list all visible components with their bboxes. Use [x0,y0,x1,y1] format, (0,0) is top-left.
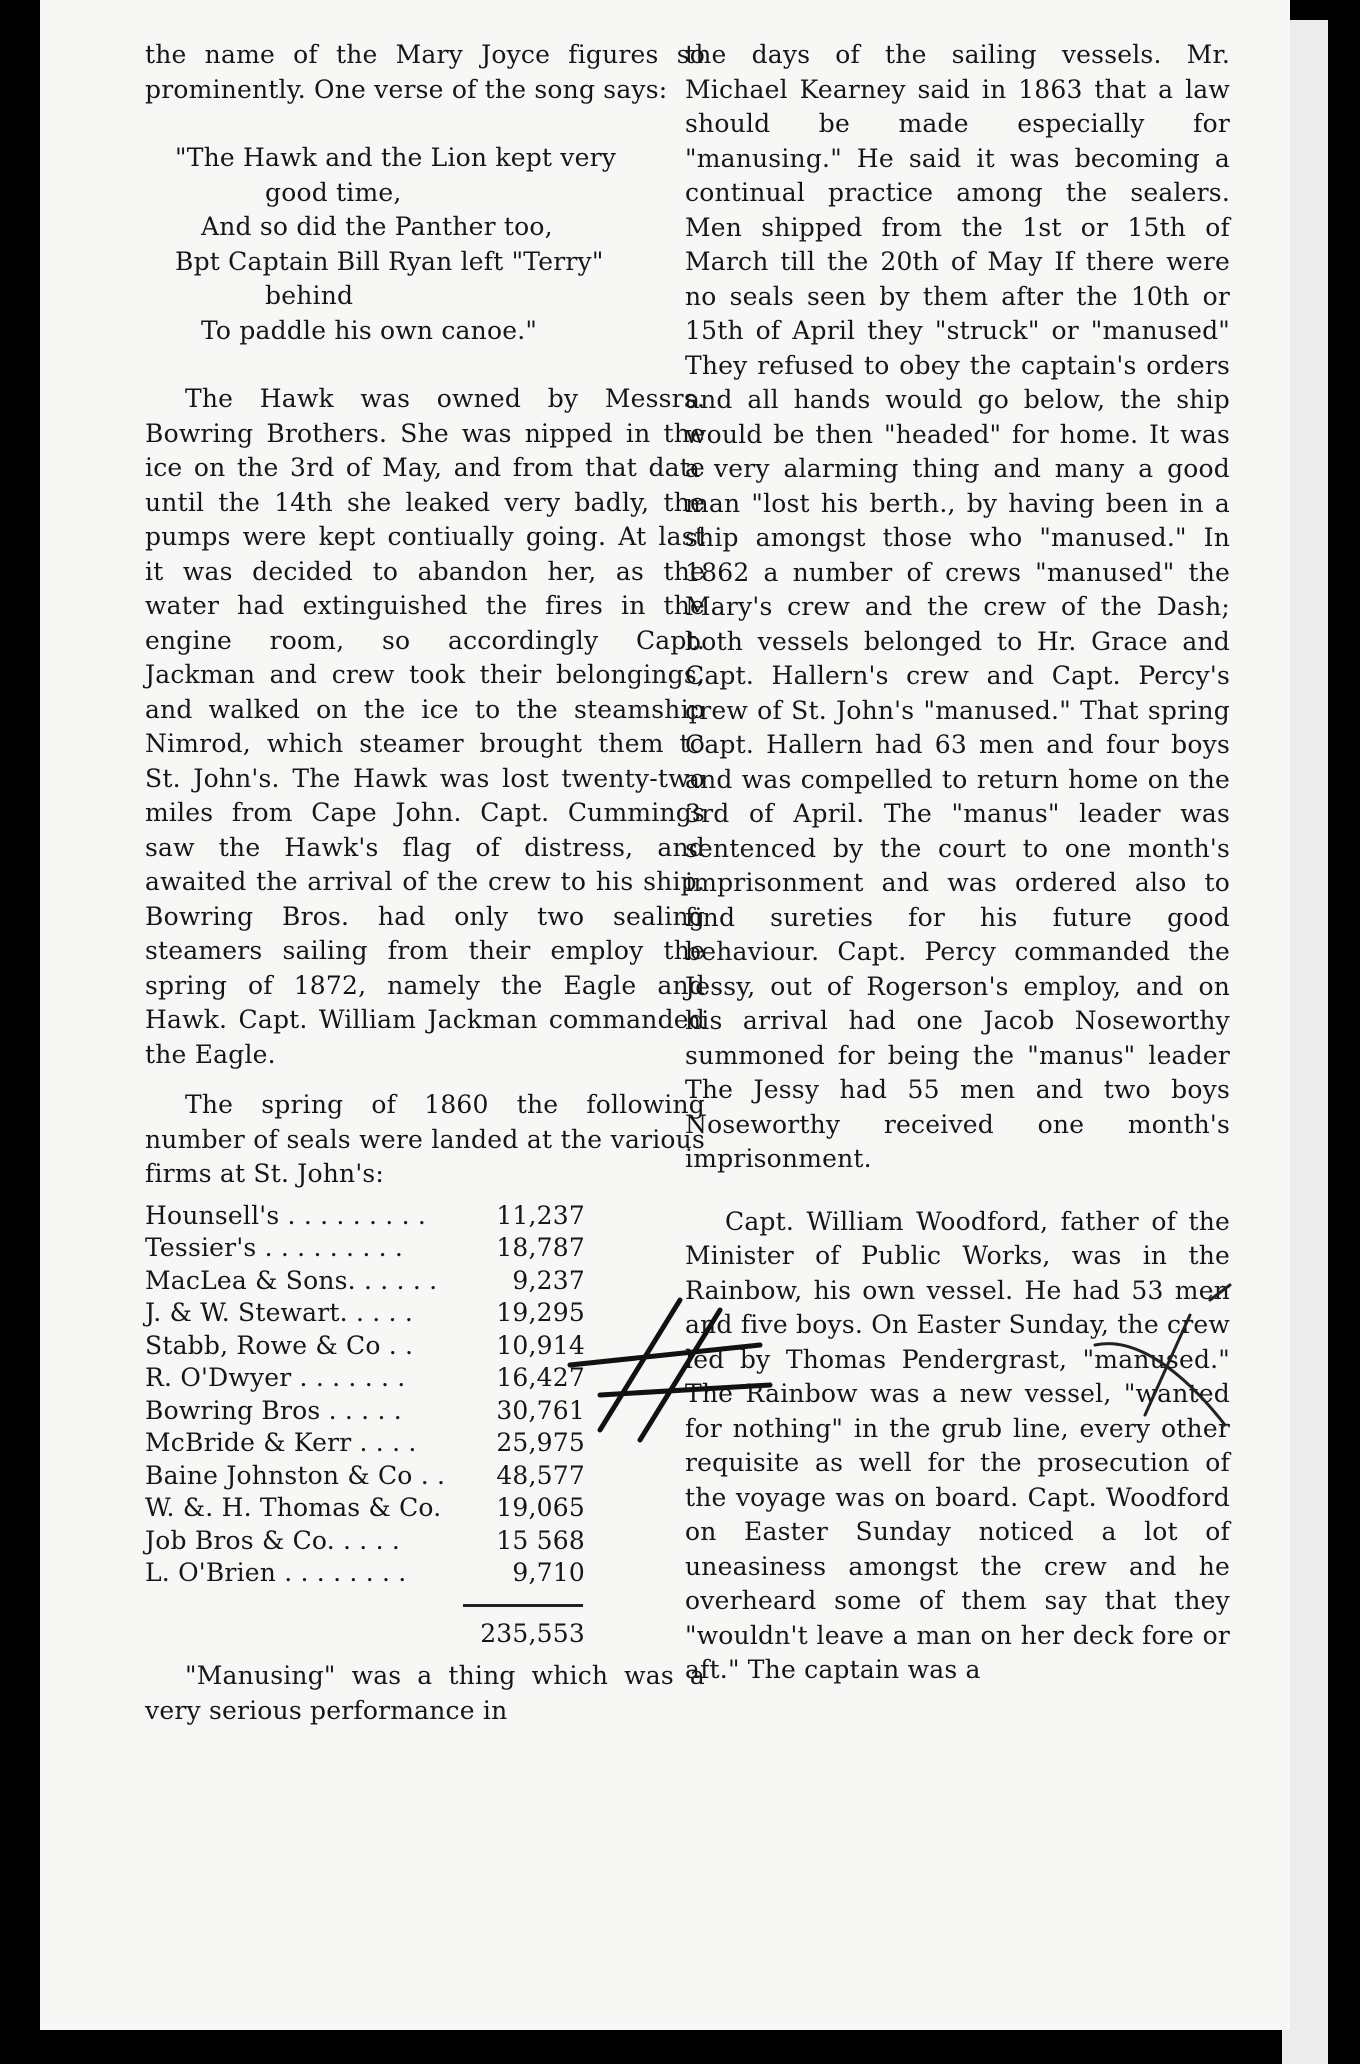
firm-name: MacLea & Sons. . . . . . [145,1265,438,1295]
table-total: 235,553 [480,1618,585,1648]
firm-name: Job Bros & Co. . . . . [145,1525,401,1555]
left-column [145,38,705,1728]
firm-name: McBride & Kerr . . . . [145,1428,417,1457]
table-row [145,1427,585,1460]
table-row [145,1395,585,1428]
verse-line: And so did the Panther too, [201,212,553,241]
total-rule [463,1604,583,1607]
table-row [145,1330,585,1363]
firm-name: Stabb, Rowe & Co . . [145,1330,414,1360]
woodford-paragraph: Capt. William Woodford, father of the Minister of Public Works, was in the Rainbow, his own vessel. He had 53 men and five boys. On Easter Sunday, the crew led by Thomas Pendergrast, "manused." The Rainbow was a new vessel, "wanted for nothing" in the grub line, every other requisite as well for the prosecution of the voyage was on board. Capt. Woodford on Easter Sunday noticed a lot of uneasiness amongst the crew and he overheard some of them say that they "wouldn't leave a man on her deck fore or aft." The captain was a [685,1206,1230,1684]
firm-name: Bowring Bros . . . . . [145,1395,402,1425]
firm-name: R. O'Dwyer . . . . . . . [145,1363,406,1392]
kearney-paragraph: the days of the sailing vessels. Mr. Michael Kearney said in 1863 that a law should be made especially for "manusing." He said it was becoming a continual practice among the sealers. Men shipped from the 1st or 15th of March till the 20th of May If there were no seals seen by them after the 10th or 15th of April they "struck" or "manused" They refused to obey the captain's orders and all hands would go below, the ship would be then "headed" for home. It was a very alarming thing and many a good man "lost his berth., by having been in a ship amongst those who "manused." In 1862 a number of crews "manused" the Mary's crew and the crew of the Dash; both vessels belonged to Hr. Grace and Capt. Hallern's crew and Capt. Percy's crew of St. John's "manused." That spring Capt. Hallern had 63 men and four boys and was compelled to return home on the 3rd of April. The "manus" leader was sentenced by the court to one month's imprisonment and was ordered also to find sureties for his future good behaviour. Capt. Percy commanded the Jessy, out of Rogerson's employ, and on his arrival had one Jacob Noseworthy summoned for being the "manus" leader The Jessy had 55 men and two boys Noseworthy received one month's imprisonment. [685,40,1230,1173]
seal-count: 48,577 [496,1460,585,1490]
firm-name: W. &. H. Thomas & Co. [145,1493,442,1522]
verse-line: behind [265,281,354,310]
manusing-paragraph: "Manusing" was a thing which was a very serious performance in [145,1661,705,1725]
seal-count: 25,975 [496,1428,585,1457]
table-row [145,1297,585,1330]
seal-count: 18,787 [496,1233,585,1262]
seal-count: 9,710 [512,1558,585,1587]
table-row [145,1460,585,1493]
seal-count: 16,427 [496,1363,585,1392]
seal-count: 11,237 [496,1200,585,1230]
table-row [145,1557,585,1590]
right-column [685,38,1230,1688]
table-row [145,1200,585,1233]
firm-name: J. & W. Stewart. . . . . [145,1298,413,1327]
seal-count: 19,065 [496,1493,585,1522]
hawk-paragraph: The Hawk was owned by Messrs. Bowring Brothers. She was nipped in the ice on the 3rd of May, and from that date until the 14th she leaked very badly, the pumps were kept contiually going. At last it was decided to abandon her, as the water had extinguished the fires in the engine room, so accordingly Capt. Jackman and crew took their belongings, and walked on the ice to the steamship Nimrod, which steamer brought them to St. John's. The Hawk was lost twenty-two miles from Cape John. Capt. Cummings saw the Hawk's flag of distress, and awaited the arrival of the crew to his ship. Bowring Bros. had only two sealing steamers sailing from their employ the spring of 1872, namely the Eagle and Hawk. Capt. William Jackman commanded the Eagle. [145,384,705,1069]
seal-count: 10,914 [496,1330,585,1360]
verse-line: To paddle his own canoe." [201,315,538,345]
firm-name: L. O'Brien . . . . . . . . [145,1558,407,1587]
table-row [145,1492,585,1525]
song-verse [175,141,705,348]
verse-line: "The Hawk and the Lion kept very [175,143,617,172]
seal-count: 19,295 [496,1298,585,1327]
intro-paragraph: the name of the Mary Joyce figures so prominently. One verse of the song says: [145,40,705,104]
seal-count: 15 568 [496,1525,585,1555]
table-row [145,1525,585,1558]
verse-line: good time, [265,177,402,207]
verse-line: Bpt Captain Bill Ryan left "Terry" [175,246,604,276]
table-row [145,1362,585,1395]
seal-count: 9,237 [512,1265,585,1295]
firm-name: Hounsell's . . . . . . . . . [145,1200,427,1230]
table-row [145,1232,585,1265]
table-intro-paragraph: The spring of 1860 the following number of seals were landed at the various firms at St. John's: [145,1090,705,1188]
firm-name: Tessier's . . . . . . . . . [145,1233,404,1262]
seal-count: 30,761 [496,1395,585,1425]
document-page [40,0,1290,2030]
firm-name: Baine Johnston & Co . . [145,1460,446,1490]
table-row [145,1265,585,1298]
seal-catch-table [145,1200,585,1590]
